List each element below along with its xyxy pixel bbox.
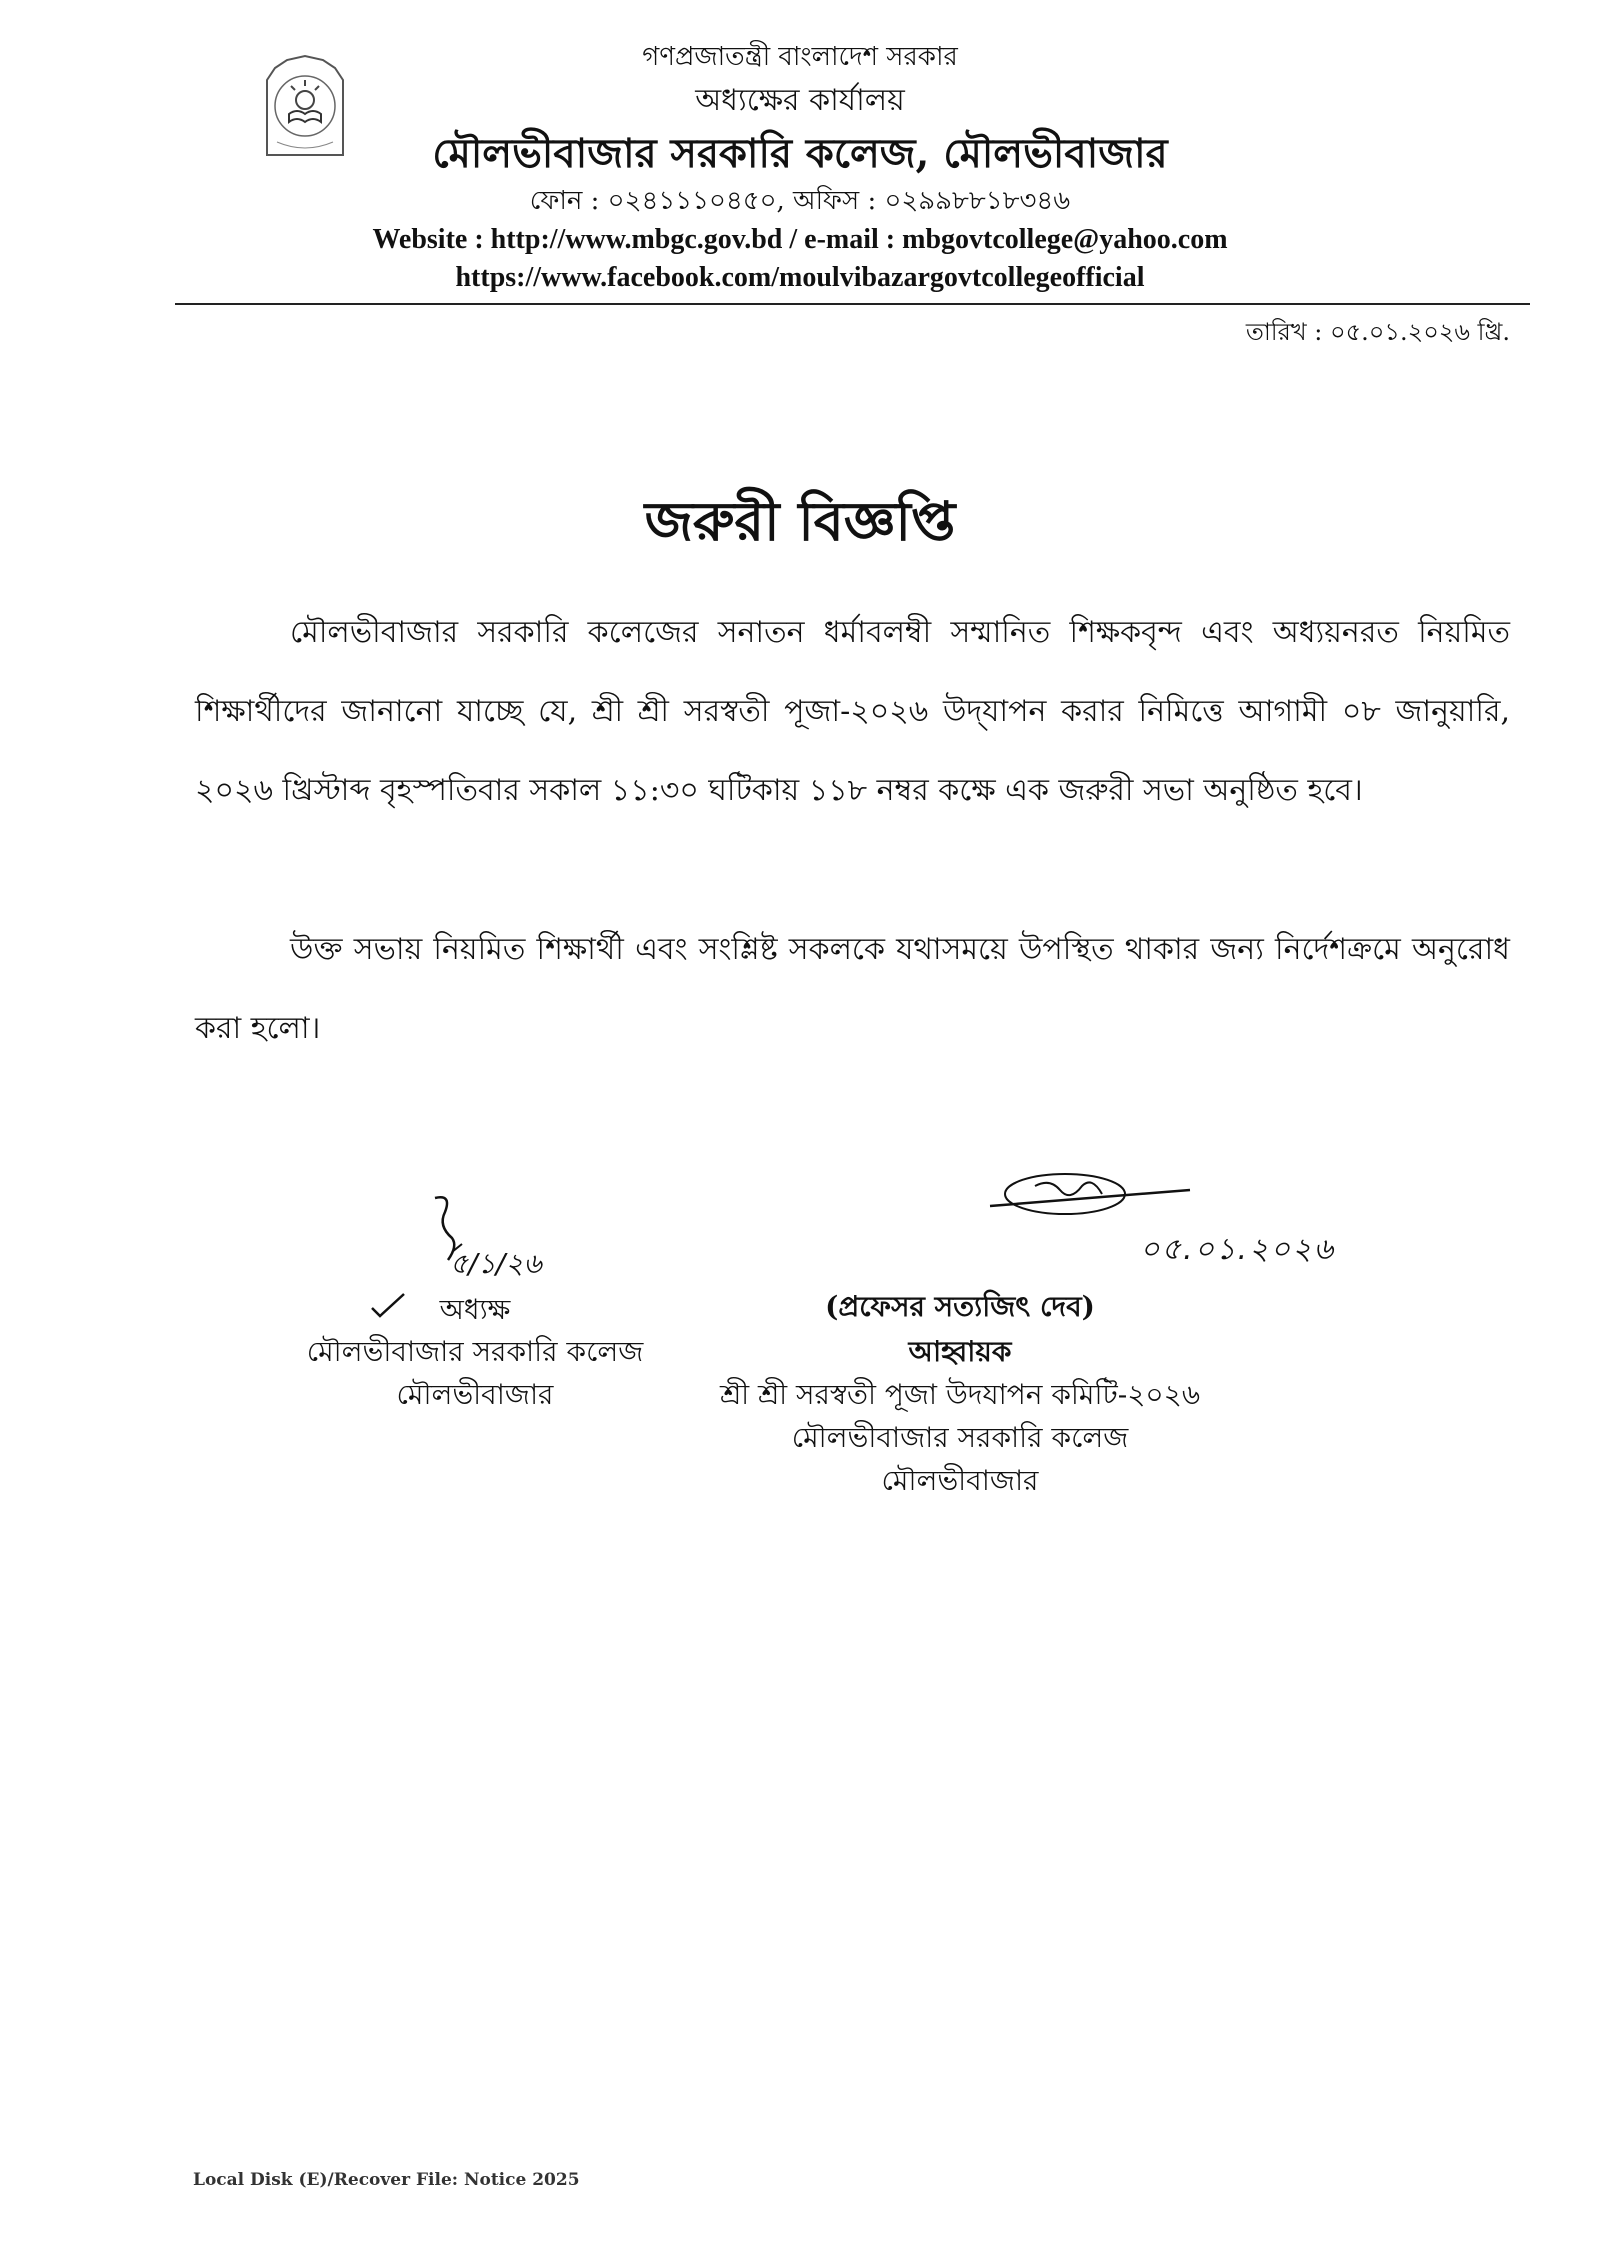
convener-handwritten-date: ০৫.০১.২০২৬: [1140, 1232, 1336, 1267]
file-path-footer: Local Disk (E)/Recover File: Notice 2025: [193, 2170, 580, 2190]
notice-date: তারিখ : ০৫.০১.২০২৬ খ্রি.: [1245, 318, 1510, 346]
convener-college: মৌলভীবাজার সরকারি কলেজ: [791, 1421, 1129, 1454]
principal-designation: অধ্যক্ষ: [439, 1293, 511, 1326]
phone-line: ফোন : ০২৪১১১০৪৫০, অফিস : ০২৯৯৮৮১৮৩৪৬: [529, 186, 1071, 216]
notice-title: জরুরী বিজ্ঞপ্তি: [644, 489, 956, 553]
convener-designation: আহ্বায়ক: [908, 1335, 1012, 1368]
notice-paragraph-1: মৌলভীবাজার সরকারি কলেজের সনাতন ধর্মাবলম্বী সম্মানিত শিক্ষকবৃন্দ এবং অধ্যয়নরত নিয়মিত শিক্ষার্থীদের জানানো যাচ্ছে যে, শ্রী শ্রী সরস্বতী পূজা-২০২৬ উদ্‌যাপন করার নিমিত্তে আগামী ০৮ জানুয়ারি, ২০২৬ খ্রিস্টাব্দ বৃহস্পতিবার সকাল ১১:৩০ ঘটিকায় ১১৮ নম্বর কক্ষে এক জরুরী সভা অনুষ্ঠিত হবে।: [195, 615, 1510, 808]
convener-signature-icon: [980, 1160, 1210, 1230]
convener-place: মৌলভীবাজার: [881, 1464, 1039, 1497]
website-email-line: Website : http://www.mbgc.gov.bd / e-mail : mbgovtcollege@yahoo.com: [372, 224, 1228, 255]
notice-paragraph-2: উক্ত সভায় নিয়মিত শিক্ষার্থী এবং সংশ্লিষ্ট সকলকে যথাসময়ে উপস্থিত থাকার জন্য নির্দেশক্রমে অনুরোধ করা হলো।: [195, 932, 1510, 1046]
government-header: গণপ্রজাতন্ত্রী বাংলাদেশ সরকার: [642, 42, 958, 72]
principal-place: মৌলভীবাজার: [396, 1378, 554, 1411]
convener-signature-block: [719, 1160, 1540, 1510]
facebook-line: https://www.facebook.com/moulvibazargovtcollegeofficial: [455, 262, 1145, 293]
committee-name: শ্রী শ্রী সরস্বতী পূজা উদযাপন কমিটি-২০২৬: [719, 1378, 1201, 1411]
office-header: অধ্যক্ষের কার্যালয়: [695, 83, 905, 118]
principal-college: মৌলভীবাজার সরকারি কলেজ: [306, 1335, 644, 1368]
convener-name: (প্রফেসর সত্যজিৎ দেব): [825, 1290, 1095, 1323]
principal-handwritten-date: ৫/১/২৬: [450, 1247, 542, 1280]
college-name: মৌলভীবাজার সরকারি কলেজ, মৌলভীবাজার: [432, 130, 1168, 177]
header-divider: [175, 303, 1530, 305]
